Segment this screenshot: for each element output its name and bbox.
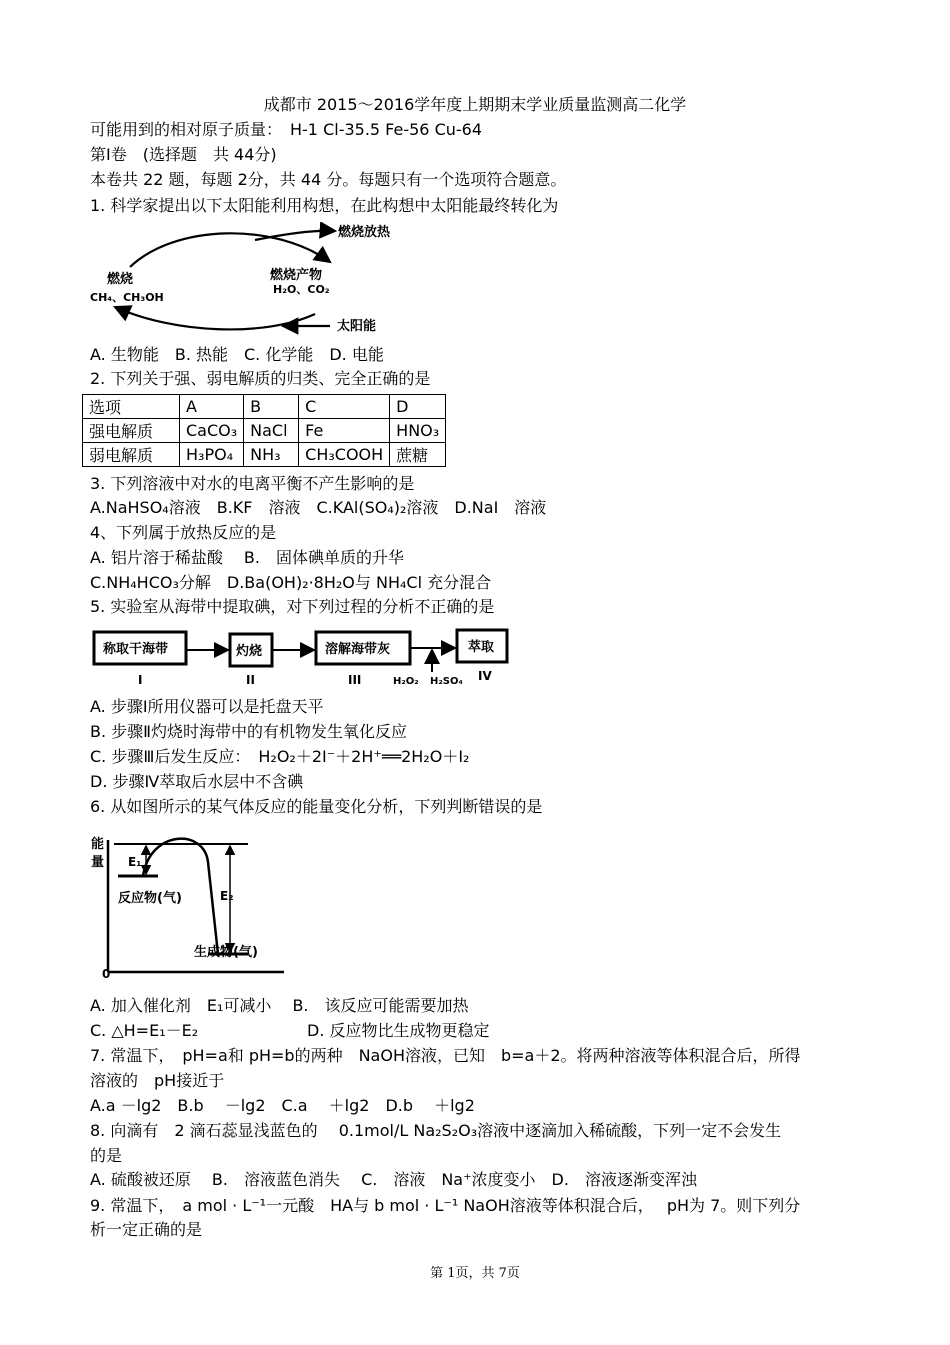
table-cell: 选项 <box>83 395 180 419</box>
q9-stem-1: 9. 常温下， a mol · L⁻¹一元酸 HA与 b mol · L⁻¹ NaOH溶液等体积混合后， pH为 7。则下列分 <box>90 1196 801 1215</box>
page-title: 成都市 2015～2016学年度上期期末学业质量监测高二化学 <box>263 95 687 114</box>
q5-h2so4-label: H₂SO₄ <box>430 676 463 687</box>
q5-stem: 5. 实验室从海带中提取碘，对下列过程的分析不正确的是 <box>90 597 495 616</box>
page-footer: 第 1页，共 7页 <box>430 1266 520 1281</box>
table-cell: 弱电解质 <box>83 443 180 467</box>
q4-options-cd: C.NH₄HCO₃分解 D.Ba(OH)₂·8H₂O与 NH₄Cl 充分混合 <box>90 573 492 592</box>
q2-stem: 2. 下列关于强、弱电解质的归类、完全正确的是 <box>90 369 431 388</box>
q1-release-arrow <box>255 231 335 240</box>
q2-table <box>82 394 446 467</box>
table-cell: CH₃COOH <box>299 443 390 467</box>
q3-options: A.NaHSO₄溶液 B.KF 溶液 C.KAl(SO₄)₂溶液 D.NaI 溶液 <box>90 498 547 517</box>
q4-options-ab: A. 铝片溶于稀盐酸 B. 固体碘单质的升华 <box>90 548 404 567</box>
q5-step3-label: 溶解海带灰 <box>325 642 391 657</box>
q5-step4-label: 萃取 <box>468 640 495 655</box>
q5-roman-3: III <box>348 673 362 687</box>
table-cell: HNO₃ <box>390 419 446 443</box>
q6-options-ab: A. 加入催化剂 E₁可减小 B. 该反应可能需要加热 <box>90 996 469 1015</box>
q5-roman-2: II <box>246 673 255 687</box>
q6-product-label: 生成物(气) <box>194 945 258 960</box>
table-row <box>83 443 446 467</box>
table-row <box>83 419 446 443</box>
q1-product-formula: H₂O、CO₂ <box>273 283 330 296</box>
q5-roman-4: IV <box>478 669 492 683</box>
q1-stem: 1. 科学家提出以下太阳能利用构想，在此构想中太阳能最终转化为 <box>90 196 559 215</box>
q5-step2-label: 灼烧 <box>236 644 263 659</box>
table-cell: NaCl <box>244 419 299 443</box>
q5-process-diagram <box>88 626 518 690</box>
q4-stem: 4、下列属于放热反应的是 <box>90 523 277 542</box>
atomic-mass-line: 可能用到的相对原子质量： H-1 Cl-35.5 Fe-56 Cu-64 <box>90 120 483 139</box>
q1-solar-diagram <box>85 222 405 340</box>
q6-origin-label: 0 <box>102 967 111 980</box>
section-heading: 第Ⅰ卷 (选择题 共 44分) <box>90 145 277 164</box>
q6-ylabel-2: 量 <box>91 855 105 870</box>
instructions: 本卷共 22 题，每题 2分，共 44 分。每题只有一个选项符合题意。 <box>90 170 567 189</box>
table-cell: H₃PO₄ <box>180 443 244 467</box>
q3-stem: 3. 下列溶液中对水的电离平衡不产生影响的是 <box>90 474 415 493</box>
q1-product-label: 燃烧产物 <box>270 268 323 283</box>
q9-stem-2: 析一定正确的是 <box>90 1220 203 1239</box>
q1-release-label: 燃烧放热 <box>338 225 391 240</box>
q5-option-b: B. 步骤Ⅱ灼烧时海带中的有机物发生氧化反应 <box>90 722 408 741</box>
q1-fuel-label: 燃烧 <box>107 272 134 287</box>
q5-option-a: A. 步骤Ⅰ所用仪器可以是托盘天平 <box>90 697 324 716</box>
q1-upper-arrow <box>130 233 330 267</box>
q7-stem-1: 7. 常温下， pH=a和 pH=b的两种 NaOH溶液，已知 b=a＋2。将两种溶液等体积混合后，所得 <box>90 1046 801 1065</box>
q1-sun-label: 太阳能 <box>337 319 377 334</box>
q6-ylabel-1: 能 <box>91 837 105 852</box>
q5-h2o2-label: H₂O₂ <box>393 676 419 687</box>
q1-fuel-formula: CH₄、CH₃OH <box>90 291 164 304</box>
q8-stem-2: 的是 <box>90 1146 123 1165</box>
q6-stem: 6. 从如图所示的某气体反应的能量变化分析，下列判断错误的是 <box>90 797 543 816</box>
q6-energy-diagram <box>88 828 298 980</box>
q7-options: A.a －lg2 B.b －lg2 C.a ＋lg2 D.b ＋lg2 <box>90 1096 475 1115</box>
q5-option-d: D. 步骤Ⅳ萃取后水层中不含碘 <box>90 772 304 791</box>
table-cell: CaCO₃ <box>180 419 244 443</box>
q5-step1-label: 称取干海带 <box>103 642 169 657</box>
q8-options: A. 硫酸被还原 B. 溶液蓝色消失 C. 溶液 Na⁺浓度变小 D. 溶液逐渐变浑浊 <box>90 1170 697 1189</box>
q5-roman-1: I <box>138 673 143 687</box>
table-cell: B <box>244 395 299 419</box>
q6-option-d: D. 反应物比生成物更稳定 <box>307 1021 490 1040</box>
q8-stem-1: 8. 向滴有 2 滴石蕊显浅蓝色的 0.1mol/L Na₂S₂O₃溶液中逐滴加入稀硫酸，下列一定不会发生 <box>90 1121 782 1140</box>
q6-option-c: C. △H=E₁－E₂ <box>90 1021 199 1040</box>
table-cell: D <box>390 395 446 419</box>
table-cell: A <box>180 395 244 419</box>
table-cell: C <box>299 395 390 419</box>
table-cell: Fe <box>299 419 390 443</box>
table-cell: 强电解质 <box>83 419 180 443</box>
table-cell: NH₃ <box>244 443 299 467</box>
q6-e1-label: E₁ <box>128 855 142 869</box>
q5-option-c: C. 步骤Ⅲ后发生反应： H₂O₂＋2I⁻＋2H⁺══2H₂O＋I₂ <box>90 747 470 766</box>
q1-options: A. 生物能 B. 热能 C. 化学能 D. 电能 <box>90 345 384 364</box>
q6-e2-label: E₂ <box>220 889 234 903</box>
q7-stem-2: 溶液的 pH接近于 <box>90 1071 225 1090</box>
table-row <box>83 395 446 419</box>
table-cell: 蔗糖 <box>390 443 446 467</box>
q6-reactant-label: 反应物(气) <box>118 891 182 906</box>
